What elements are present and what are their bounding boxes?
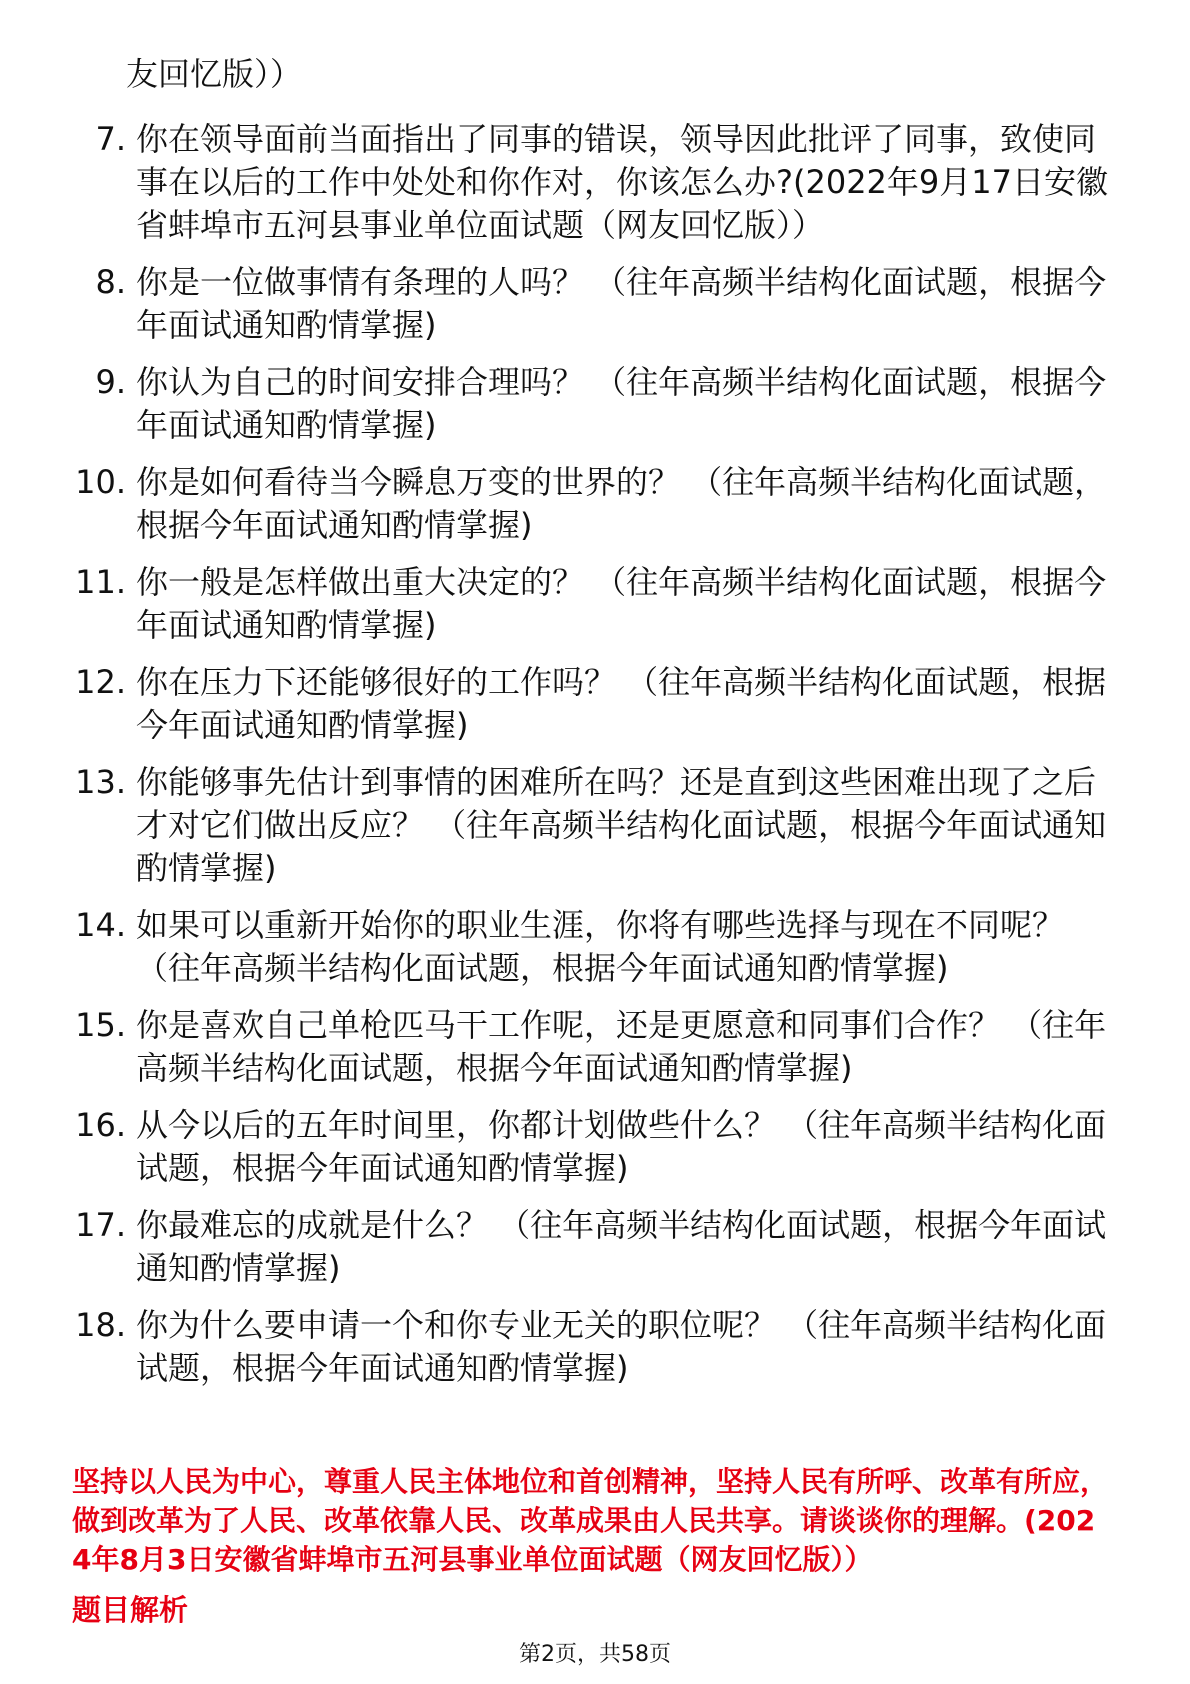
question-item <box>40 761 1110 890</box>
question-text: 你是喜欢自己单枪匹马干工作呢，还是更愿意和同事们合作？ （往年高频半结构化面试题，根据今年面试通知酌情掌握) <box>136 1006 1107 1087</box>
question-item <box>40 261 1110 347</box>
question-number: 11. <box>75 563 126 601</box>
question-item <box>40 461 1110 547</box>
question-item <box>40 118 1110 247</box>
question-text: 你为什么要申请一个和你专业无关的职位呢？ （往年高频半结构化面试题，根据今年面试通知酌情掌握) <box>136 1306 1107 1387</box>
question-text: 你一般是怎样做出重大决定的？ （往年高频半结构化面试题，根据今年面试通知酌情掌握) <box>136 563 1107 644</box>
question-number: 12. <box>75 663 126 701</box>
question-item <box>40 561 1110 647</box>
question-number: 9. <box>95 363 126 401</box>
question-item <box>40 361 1110 447</box>
question-number: 14. <box>75 906 126 944</box>
question-text: 你在压力下还能够很好的工作吗？ （往年高频半结构化面试题，根据今年面试通知酌情掌握) <box>136 663 1107 744</box>
highlighted-question: 坚持以人民为中心，尊重人民主体地位和首创精神，坚持人民有所呼、改革有所应，做到改革为了人民、改革依靠人民、改革成果由人民共享。请谈谈你的理解。(2024年8月3日安徽省蚌埠市五河县事业单位面试题（网友回忆版）） <box>72 1465 1109 1576</box>
question-item <box>40 904 1110 990</box>
question-number: 10. <box>75 463 126 501</box>
question-number: 15. <box>75 1006 126 1044</box>
question-number: 8. <box>95 263 126 301</box>
question-text: 你是一位做事情有条理的人吗？ （往年高频半结构化面试题，根据今年面试通知酌情掌握) <box>136 263 1107 344</box>
question-item <box>40 1104 1110 1190</box>
question-item <box>40 1004 1110 1090</box>
question-text: 你是如何看待当今瞬息万变的世界的？ （往年高频半结构化面试题，根据今年面试通知酌情掌握) <box>136 463 1107 544</box>
question-item <box>40 1304 1110 1390</box>
question-text: 如果可以重新开始你的职业生涯，你将有哪些选择与现在不同呢？ （往年高频半结构化面试题，根据今年面试通知酌情掌握) <box>136 906 1065 987</box>
question-number: 16. <box>75 1106 126 1144</box>
question-text: 你认为自己的时间安排合理吗？ （往年高频半结构化面试题，根据今年面试通知酌情掌握) <box>136 363 1107 444</box>
question-number: 18. <box>75 1306 126 1344</box>
question-text: 你在领导面前当面指出了同事的错误，领导因此批评了同事，致使同事在以后的工作中处处和你作对，你该怎么办?(2022年9月17日安徽省蚌埠市五河县事业单位面试题（网友回忆版）） <box>136 120 1108 244</box>
question-text: 从今以后的五年时间里，你都计划做些什么？ （往年高频半结构化面试题，根据今年面试通知酌情掌握) <box>136 1106 1107 1187</box>
question-number: 7. <box>95 120 126 158</box>
question-text: 你最难忘的成就是什么？ （往年高频半结构化面试题，根据今年面试通知酌情掌握) <box>136 1206 1107 1287</box>
question-number: 17. <box>75 1206 126 1244</box>
question-item <box>40 1204 1110 1290</box>
page-number-footer: 第2页，共58页 <box>519 1642 671 1667</box>
previous-question-continuation: 友回忆版）） <box>126 55 303 93</box>
question-text: 你能够事先估计到事情的困难所在吗？还是直到这些困难出现了之后才对它们做出反应？ （往年高频半结构化面试题，根据今年面试通知酌情掌握) <box>136 763 1107 887</box>
analysis-heading: 题目解析 <box>72 1593 189 1627</box>
question-list <box>40 118 1110 1404</box>
question-number: 13. <box>75 763 126 801</box>
question-item <box>40 661 1110 747</box>
